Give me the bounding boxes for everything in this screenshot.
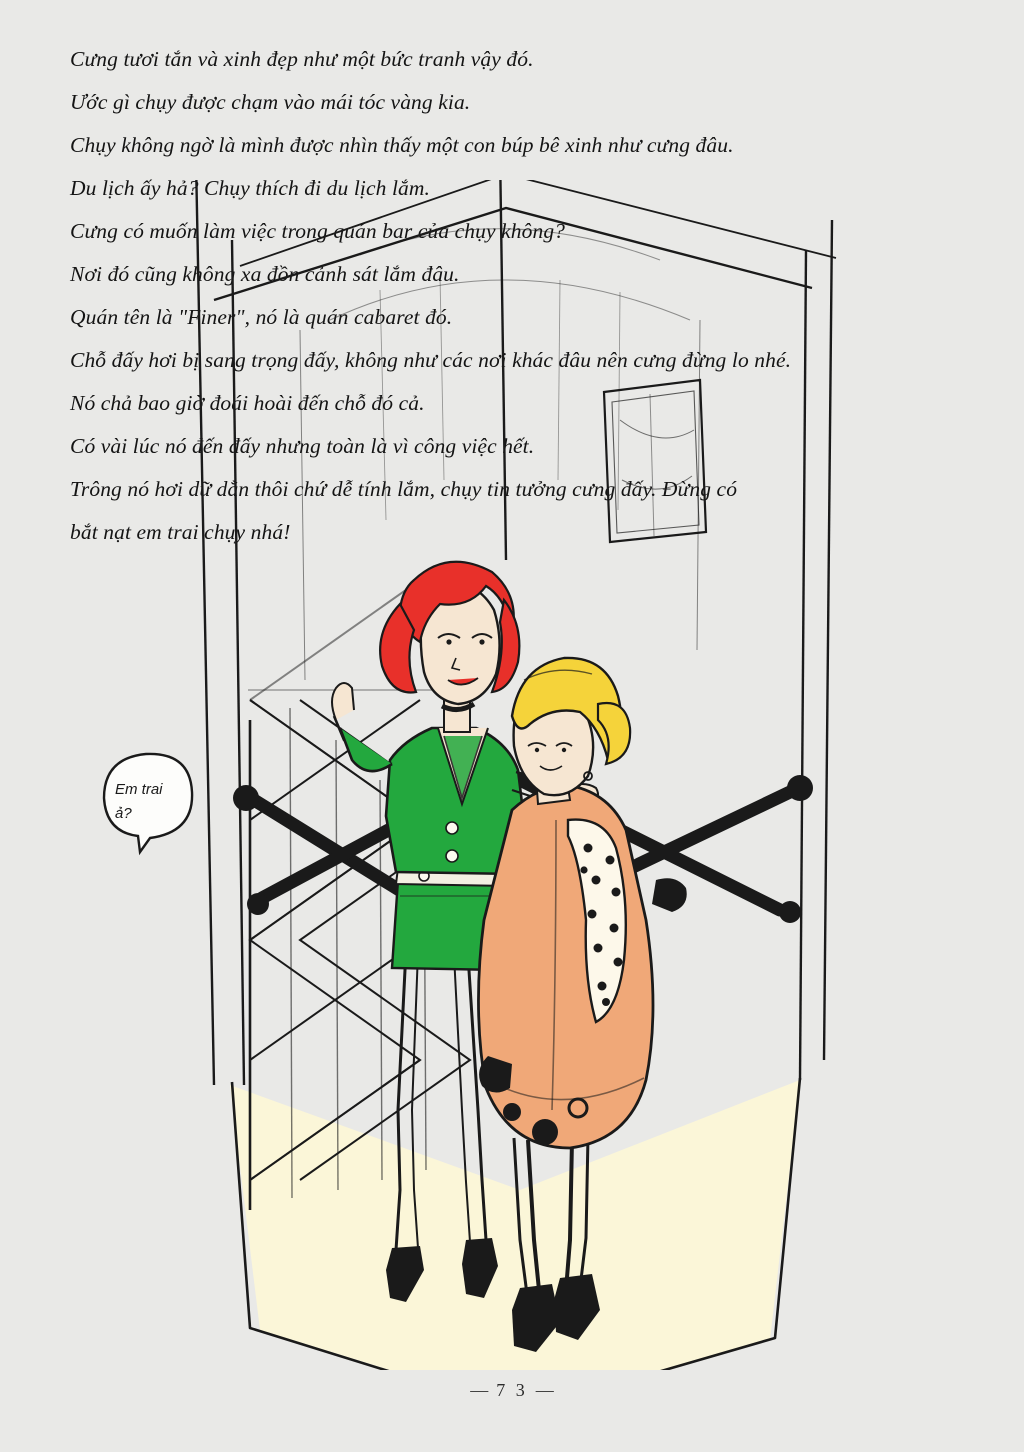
page-number [0,1380,1024,1401]
narration-line: Nơi đó cũng không xa đồn cảnh sát lắm đâu. [70,262,460,286]
illustration [0,180,1024,1370]
page-number-value: 7 3 [496,1380,528,1400]
speech-bubble [104,754,192,852]
narration-line: Cưng tươi tắn và xinh đẹp như một bức tranh vậy đó. [70,47,534,71]
narration-line: Quán tên là "Finer", nó là quán cabaret đó. [70,305,453,329]
speech-bubble-line-1: Em trai [115,781,163,798]
page-number-dash-right: — [535,1380,554,1400]
narration-line: Trông nó hơi dữ dằn thôi chứ dễ tính lắm, chụy tin tưởng cưng đấy. Đừng có [70,477,738,501]
narration-line: Du lịch ấy hả? Chụy thích đi du lịch lắm. [70,176,430,200]
narration-line: Nó chả bao giờ đoái hoài đến chỗ đó cả. [70,391,425,415]
narration-line: Ước gì chụy được chạm vào mái tóc vàng kia. [70,90,471,114]
narration-line: Cưng có muốn làm việc trong quán bar của chụy không? [70,219,566,243]
page-number-dash-left: — [470,1380,489,1400]
speech-bubble-line-2: ả? [115,805,132,822]
narration-line: Chỗ đấy hơi bị sang trọng đấy, không như các nơi khác đâu nên cưng đừng lo nhé. [70,348,792,372]
narration-line: Chụy không ngờ là mình được nhìn thấy một con búp bê xinh như cưng đâu. [70,133,734,157]
narration-line: Có vài lúc nó đến đấy nhưng toàn là vì công việc hết. [70,434,535,458]
narration-line: bắt nạt em trai chụy nhá! [70,520,291,544]
